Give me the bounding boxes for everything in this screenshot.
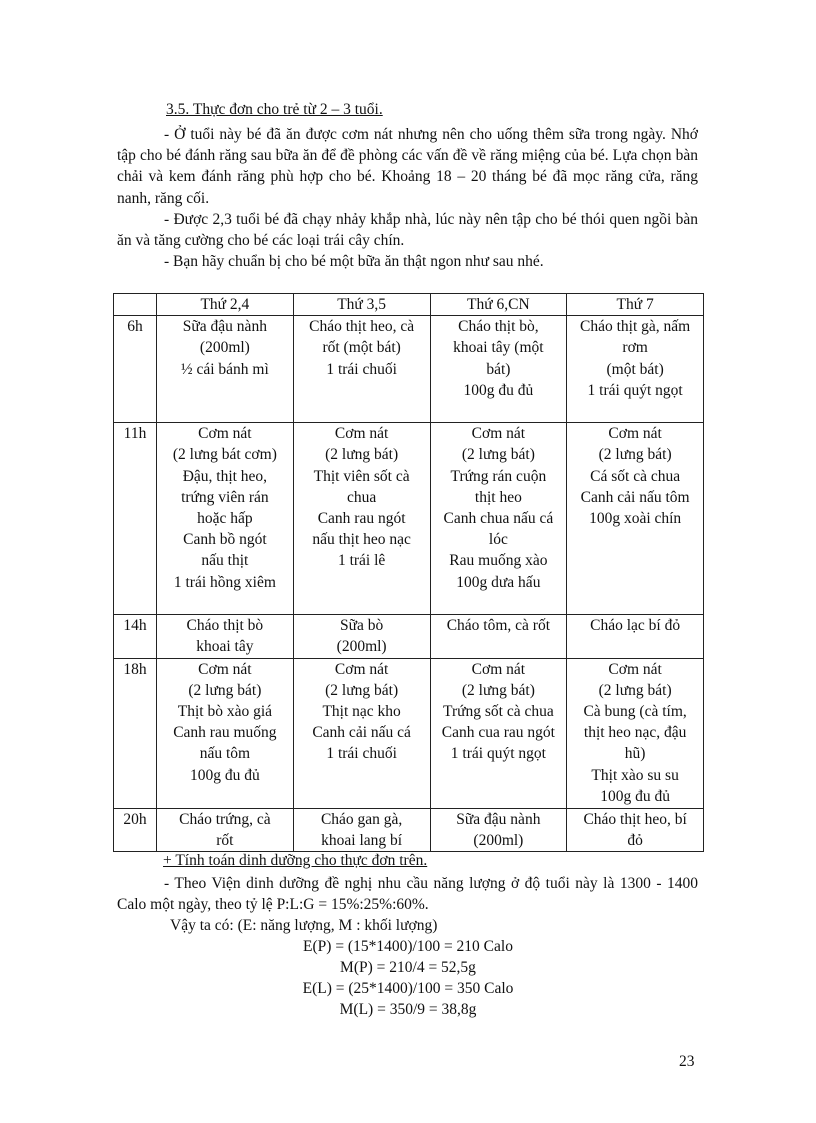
table-cell: Cháo trứng, cà rốt (157, 808, 294, 851)
table-cell: Cơm nát (2 lưng bát) Thịt bò xào giá Canh rau muống nấu tôm 100g đu đủ (157, 658, 294, 808)
table-header-cell: Thứ 6,CN (430, 294, 567, 316)
table-cell: Cơm nát (2 lưng bát) Thịt viên sốt cà chua Canh rau ngót nấu thịt heo nạc 1 trái lê (293, 423, 430, 615)
intro-paragraph-3: - Bạn hãy chuẩn bị cho bé một bữa ăn thật ngon như sau nhé. (164, 253, 544, 271)
time-cell: 14h (114, 615, 157, 658)
table-cell: Sữa đậu nành (200ml) ½ cái bánh mì (157, 316, 294, 423)
table-cell: Cháo tôm, cà rốt (430, 615, 567, 658)
table-row (114, 808, 704, 851)
table-cell: Cháo thịt bò khoai tây (157, 615, 294, 658)
time-cell: 6h (114, 316, 157, 423)
time-cell: 11h (114, 423, 157, 615)
nutrition-text: - Theo Viện dinh dưỡng đề nghị nhu cầu năng lượng ở độ tuổi này là 1300 - 1400 Calo một ngày, theo tỷ lệ P:L:G = 15%:25%:60%. (117, 875, 698, 914)
table-cell: Sữa đậu nành (200ml) (430, 808, 567, 851)
formula-ml: M(L) = 350/9 = 38,8g (339, 1001, 477, 1018)
time-cell: 18h (114, 658, 157, 808)
time-cell: 20h (114, 808, 157, 851)
menu-table (113, 293, 704, 852)
nutrition-note: Vậy ta có: (E: năng lượng, M : khối lượng) (170, 917, 438, 934)
table-row (114, 316, 704, 423)
formula-mp: M(P) = 210/4 = 52,5g (340, 959, 476, 976)
table-cell: Cơm nát (2 lưng bát) Thịt nạc kho Canh cải nấu cá 1 trái chuối (293, 658, 430, 808)
nutrition-paragraph (117, 873, 698, 915)
table-header-cell: Thứ 3,5 (293, 294, 430, 316)
table-row (114, 658, 704, 808)
intro-paragraph-1: - Ở tuổi này bé đã ăn được cơm nát nhưng nên cho uống thêm sữa trong ngày. Nhớ tập cho bé đánh răng sau bữa ăn để đề phòng các vấn đề về răng miệng của bé. Lựa chọn bàn chải và kem đánh răng phù hợp cho bé. Khoảng 18 – 20 tháng bé đã mọc răng cửa, răng nanh, răng cối. (117, 126, 698, 207)
table-cell: Cháo gan gà, khoai lang bí (293, 808, 430, 851)
table-cell: Cơm nát (2 lưng bát) Cá sốt cà chua Canh cải nấu tôm 100g xoài chín (567, 423, 704, 615)
intro-paragraph-2: - Được 2,3 tuổi bé đã chạy nhảy khắp nhà, lúc này nên tập cho bé thói quen ngồi bàn ăn và tăng cường cho bé các loại trái cây chín. (117, 210, 698, 250)
table-cell: Cháo thịt heo, bí đỏ (567, 808, 704, 851)
table-header-row (114, 294, 704, 316)
page-number: 23 (679, 1053, 695, 1070)
table-cell: Cơm nát (2 lưng bát) Cà bung (cà tím, thịt heo nạc, đậu hũ) Thịt xào su su 100g đu đủ (567, 658, 704, 808)
table-row (114, 615, 704, 658)
table-header-cell: Thứ 2,4 (157, 294, 294, 316)
table-cell: Cháo thịt heo, cà rốt (một bát) 1 trái chuối (293, 316, 430, 423)
formula-ep: E(P) = (15*1400)/100 = 210 Calo (303, 938, 513, 955)
table-cell: Cháo thịt bò, khoai tây (một bát) 100g đu đủ (430, 316, 567, 423)
table-header-cell (114, 294, 157, 316)
formula-el: E(L) = (25*1400)/100 = 350 Calo (302, 980, 514, 997)
intro-text (117, 124, 698, 272)
table-cell: Cơm nát (2 lưng bát) Trứng rán cuộn thịt heo Canh chua nấu cá lóc Rau muống xào 100g dưa hấu (430, 423, 567, 615)
table-cell: Cháo thịt gà, nấm rơm (một bát) 1 trái quýt ngọt (567, 316, 704, 423)
nutrition-title: + Tính toán dinh dưỡng cho thực đơn trên. (163, 852, 428, 869)
table-cell: Sữa bò (200ml) (293, 615, 430, 658)
table-row (114, 423, 704, 615)
table-cell: Cơm nát (2 lưng bát) Trứng sốt cà chua Canh cua rau ngót 1 trái quýt ngọt (430, 658, 567, 808)
table-cell: Cháo lạc bí đỏ (567, 615, 704, 658)
table-header-cell: Thứ 7 (567, 294, 704, 316)
section-heading: 3.5. Thực đơn cho trẻ từ 2 – 3 tuổi. (166, 101, 383, 118)
table-cell: Cơm nát (2 lưng bát cơm) Đậu, thịt heo, trứng viên rán hoặc hấp Canh bồ ngót nấu thịt 1 trái hồng xiêm (157, 423, 294, 615)
